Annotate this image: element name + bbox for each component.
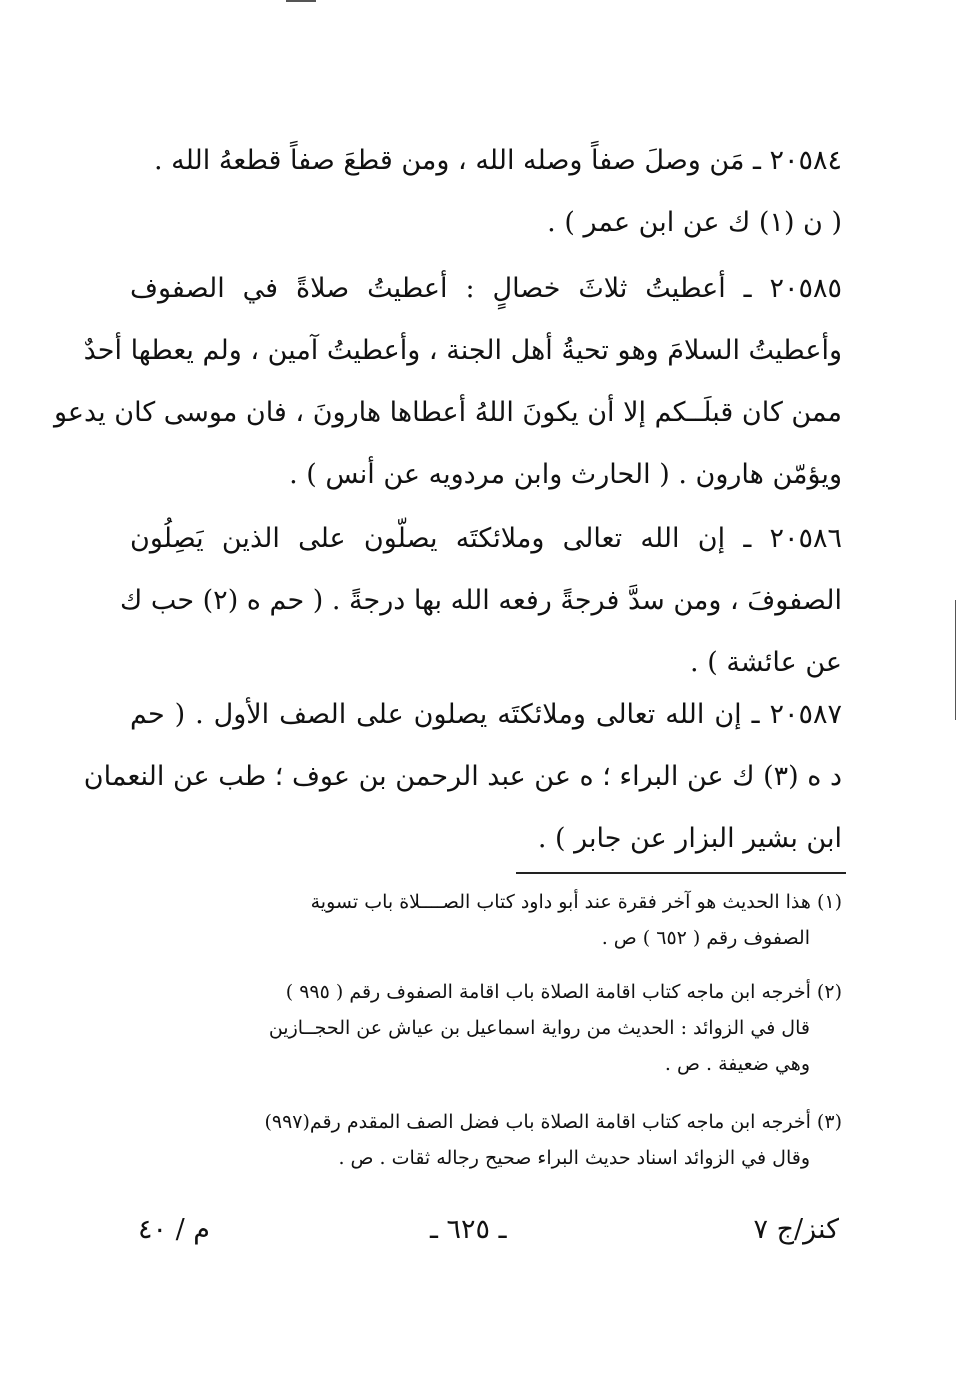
text-line: ابن بشير البزار عن جابر ) . <box>537 823 842 854</box>
footnote-line: (٣) أخرجه ابن ماجه كتاب اقامة الصلاة باب فضل الصف المقدم رقم(٩٩٧) <box>264 1111 842 1133</box>
citation-text: ( ن (١) ك عن ابن عمر ) . <box>547 207 842 238</box>
page-number: ـ ٦٢٥ ـ <box>430 1214 507 1245</box>
footnote-line: وقال في الزوائد اسناد حديث البراء صحيح رجاله ثقات . ص . <box>338 1147 810 1169</box>
volume-label: كنز/ج ٧ <box>753 1214 839 1245</box>
hadith-20585 <box>53 258 842 506</box>
scan-edge-mark <box>955 600 956 720</box>
citation-line <box>130 192 842 254</box>
footnote-line: (١) هذا الحديث هو آخر فقرة عند أبو داود كتاب الصــــلاة باب تسوية <box>310 891 842 913</box>
text-line: ٢٠٥٨٧ ـ إن الله تعالى وملائكتَه يصلون على الصف الأول . ( حم <box>130 699 842 730</box>
footnote-separator <box>516 872 846 874</box>
footnote-2 <box>130 974 842 1082</box>
text-line: ٢٠٥٨٤ ـ مَن وصلَ صفاً وصله الله ، ومن قطعَ صفاً قطعهُ الله . <box>153 145 842 176</box>
footnote-line: وهي ضعيفة . ص . <box>664 1053 810 1075</box>
text-line: الصفوفَ ، ومن سدَّ فرجةً رفعه الله بها درجةً . ( حم ه (٢) حب ك <box>120 585 842 616</box>
text-line: ممن كان قبلَــكم إلا أن يكونَ اللهُ أعطاها هارونَ ، فان موسى كان يدعو <box>53 397 842 428</box>
text-line: د ه (٣) ك عن البراء ؛ ه عن عبد الرحمن بن عوف ؛ طب عن النعمان <box>83 761 842 792</box>
signature-mark: م / ٤٠ <box>138 1214 210 1245</box>
text-line: ويؤمّن هارون . ( الحارث وابن مردويه عن أنس ) . <box>289 459 842 490</box>
hadith-20587 <box>83 684 842 870</box>
footnote-line: (٢) أخرجه ابن ماجه كتاب اقامة الصلاة باب اقامة الصفوف رقم ( ٩٩٥ ) <box>285 981 842 1003</box>
hadith-20586 <box>120 508 842 694</box>
text-line: ٢٠٥٨٦ ـ إن الله تعالى وملائكتَه يصلّون على الذين يَصِلُون <box>130 523 842 554</box>
footnote-1 <box>130 884 842 956</box>
page-footer <box>0 1200 959 1260</box>
hadith-20584 <box>130 130 842 254</box>
scan-edge-mark <box>286 0 316 2</box>
footnote-line: قال في الزوائد : الحديث من رواية اسماعيل بن عياش عن الحجــازين <box>268 1017 810 1039</box>
text-line: ٢٠٥٨٥ ـ أعطيتُ ثلاثَ خصالٍ : أعطيتُ صلاةً في الصفوف <box>130 273 842 304</box>
text-line: عن عائشة ) . <box>690 647 842 678</box>
footnote-3 <box>130 1104 842 1176</box>
footnote-line: الصفوف رقم ( ٦٥٢ ) ص . <box>601 927 810 949</box>
text-line: وأعطيتُ السلامَ وهو تحيةُ أهل الجنة ، وأعطيتُ آمين ، ولم يعطها أحدٌ <box>83 335 842 366</box>
